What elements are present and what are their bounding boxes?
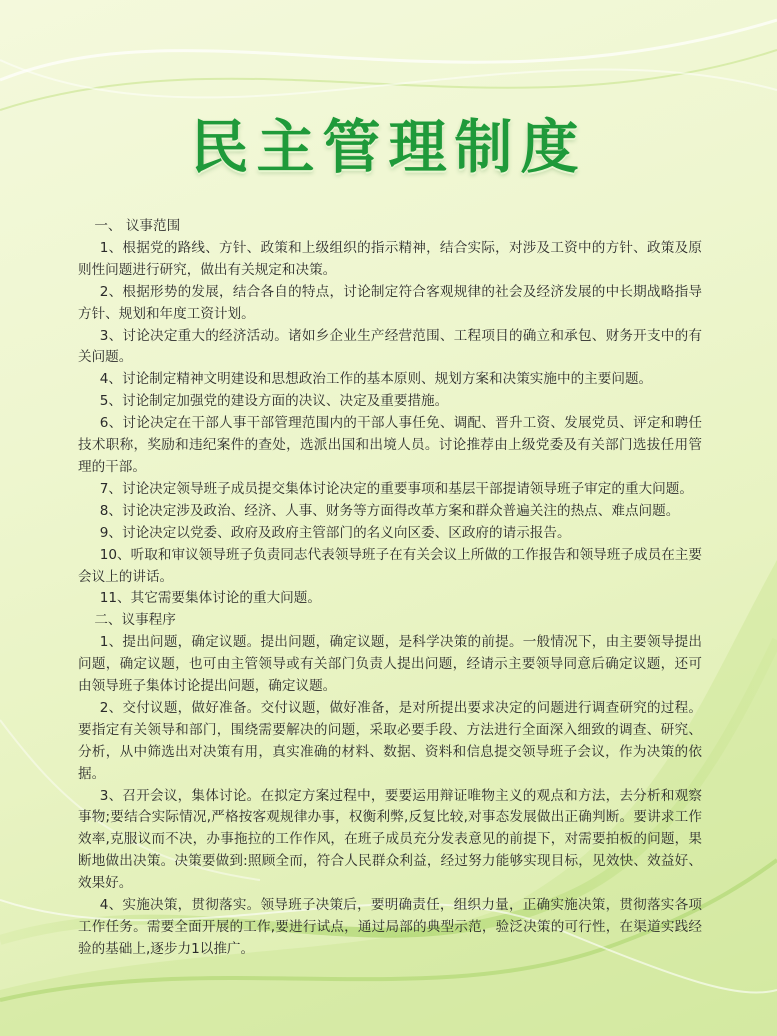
list-item: 10、听取和审议领导班子负责同志代表领导班子在有关会议上所做的工作报告和领导班子成员在主要会议上的讲话。 <box>78 546 702 585</box>
list-item: 6、讨论决定在干部人事干部管理范围内的干部人事任免、调配、晋升工资、发展党员、评定和聘任技术职称，奖励和违纪案件的查处，选派出国和出境人员。讨论推荐由上级党委及有关部门选拔任用管理的干部。 <box>78 415 702 475</box>
list-item: 5、讨论制定加强党的建设方面的决议、决定及重要措施。 <box>99 393 449 410</box>
section-heading: 二、议事程序 <box>94 612 176 629</box>
document-body <box>78 216 702 961</box>
list-item: 11、其它需要集体讨论的重大问题。 <box>99 590 321 607</box>
page-title: 民主管理制度 <box>190 113 587 181</box>
list-item: 2、交付议题，做好准备。交付议题，做好准备，是对所提出要求决定的问题进行调查研究的过程。要指定有关领导和部门，围绕需要解决的问题，采取必要手段、方法进行全面深入细致的调查、研究、分析，从中筛选出对决策有用，真实准确的材料、数据、资料和信息提交领导班子会议，作为决策的依据。 <box>78 699 702 782</box>
list-item: 7、讨论决定领导班子成员提交集体讨论决定的重要事项和基层干部提请领导班子审定的重大问题。 <box>99 480 693 497</box>
section-heading: 一、 议事范围 <box>94 218 181 234</box>
list-item: 2、根据形势的发展，结合各自的特点，讨论制定符合客观规律的社会及经济发展的中长期战略指导方针、规划和年度工资计划。 <box>78 283 702 322</box>
list-item: 4、讨论制定精神文明建设和思想政治工作的基本原则、规划方案和决策实施中的主要问题。 <box>99 371 653 388</box>
list-item: 8、讨论决定涉及政治、经济、人事、财务等方面得改革方案和群众普遍关注的热点、难点问题。 <box>99 502 680 519</box>
list-item: 9、讨论决定以党委、政府及政府主管部门的名义向区委、区政府的请示报告。 <box>99 524 571 541</box>
list-item: 1、根据党的路线、方针、政策和上级组织的指示精神，结合实际，对涉及工资中的方针、政策及原则性问题进行研究，做出有关规定和决策。 <box>78 239 702 278</box>
list-item: 3、召开会议，集体讨论。在拟定方案过程中，要要运用辩证唯物主义的观点和方法，去分析和观察事物;要结合实际情况,严格按客观规律办事，权衡利弊,反复比较,对事态发展做出正确判断。要讲求工作效率,克服议而不决，办事拖拉的工作作风，在班子成员充分发表意见的前提下，对需要拍板的问题，果断地做出决策。决策要做到:照顾全而，符合人民群众利益，经过努力能够实现目标，见效快、效益好、效果好。 <box>78 787 702 892</box>
list-item: 1、提出问题，确定议题。提出问题，确定议题，是科学决策的前提。一般情况下，由主要领导提出问题，确定议题，也可由主管领导或有关部门负责人提出问题，经请示主要领导同意后确定议题，还可由领导班子集体讨论提出问题，确定议题。 <box>78 634 702 695</box>
list-item: 3、讨论决定重大的经济活动。诸如乡企业生产经营范围、工程项目的确立和承包、财务开支中的有关问题。 <box>78 327 702 366</box>
list-item: 4、实施决策，贯彻落实。领导班子决策后，要明确责任，组织力量，正确实施决策，贯彻落实各项工作任务。需要全面开展的工作,要进行试点，通过局部的典型示范，验泛决策的可行性，在渠道实践经验的基础上,逐步力1以推广。 <box>78 897 702 957</box>
